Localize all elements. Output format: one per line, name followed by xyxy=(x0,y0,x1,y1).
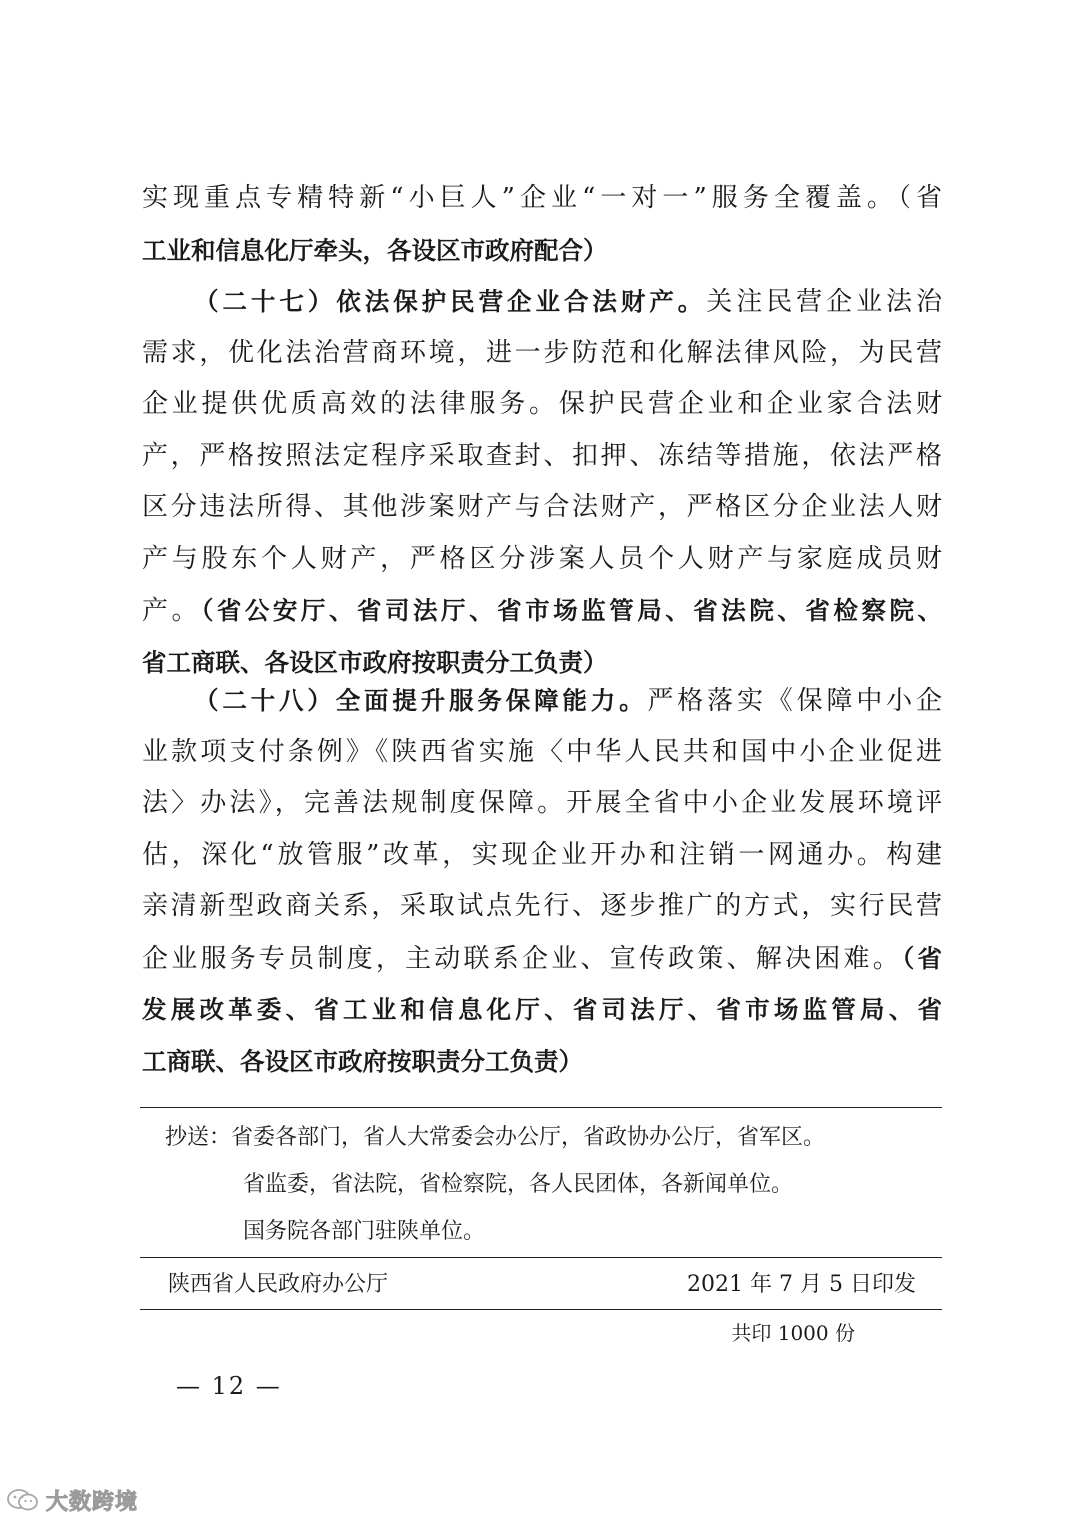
body-line: 业款项支付条例》《陕西省实施〈中华人民共和国中小企业促进 xyxy=(142,736,942,767)
section-heading-28: （二十八）全面提升服务保障能力。 xyxy=(194,686,648,715)
watermark-text: 大数跨境 xyxy=(46,1489,139,1515)
footer-middle-rule xyxy=(140,1257,942,1258)
responsibility-note: 工业和信息化厅牵头，各设区市政府配合） xyxy=(142,235,608,265)
responsibility-note: 省工商联、各设区市政府按职责分工负责） xyxy=(142,647,608,677)
section-heading-27: （二十七）依法保护民营企业合法财产。 xyxy=(194,287,707,316)
cc-line-3: 国务院各部门驻陕单位。 xyxy=(243,1219,486,1244)
body-line: 法〉办法》，完善法规制度保障。开展全省中小企业发展环境评 xyxy=(142,788,942,818)
cc-line-1: 抄送：省委各部门，省人大常委会办公厅，省政协办公厅，省军区。 xyxy=(165,1125,826,1150)
body-line: （二十八）全面提升服务保障能力。严格落实《保障中小企 xyxy=(194,686,942,716)
page-number: — 12 — xyxy=(176,1372,282,1400)
body-line: 产。（省公安厅、省司法厅、省市场监管局、省法院、省检察院、 xyxy=(142,596,942,626)
paragraph-28 xyxy=(142,675,942,1087)
paragraph-1 xyxy=(142,173,942,276)
body-line: 区分违法所得、其他涉案财产与合法财产，严格区分企业法人财 xyxy=(142,492,942,522)
body-line: 实现重点专精特新“小巨人”企业“一对一”服务全覆盖。（省 xyxy=(142,183,942,213)
issue-date: 2021 年 7 月 5 日印发 xyxy=(687,1272,916,1297)
wechat-logo-icon xyxy=(6,1488,40,1512)
footer-bottom-rule xyxy=(140,1309,942,1310)
cc-label: 抄送： xyxy=(165,1125,232,1150)
body-line: 企业提供优质高效的法律服务。保护民营企业和企业家合法财 xyxy=(142,389,942,419)
paragraph-27 xyxy=(142,276,942,688)
watermark xyxy=(6,1482,138,1518)
body-line: 估，深化“放管服”改革，实现企业开办和注销一网通办。构建 xyxy=(142,839,942,870)
body-line: 需求，优化法治营商环境，进一步防范和化解法律风险，为民营 xyxy=(142,337,942,368)
print-copies: 共印 1000 份 xyxy=(731,1321,855,1345)
body-line: （二十七）依法保护民营企业合法财产。关注民营企业法治 xyxy=(194,287,942,317)
body-line: 产与股东个人财产，严格区分涉案人员个人财产与家庭成员财 xyxy=(142,543,942,574)
responsibility-note: （省 xyxy=(902,943,942,973)
responsibility-note: 发展改革委、省工业和信息化厅、省司法厅、省市场监管局、省 xyxy=(142,995,942,1024)
body-line: 亲清新型政商关系，采取试点先行、逐步推广的方式，实行民营 xyxy=(142,891,942,921)
issuing-office: 陕西省人民政府办公厅 xyxy=(168,1272,389,1297)
footer-top-rule xyxy=(140,1107,942,1108)
body-line: 产，严格按照法定程序采取查封、扣押、冻结等措施，依法严格 xyxy=(142,440,942,471)
body-line: 企业服务专员制度，主动联系企业、宣传政策、解决困难。（省 xyxy=(142,943,942,974)
responsibility-note: 工商联、各设区市政府按职责分工负责） xyxy=(142,1046,583,1076)
responsibility-note: （省公安厅、省司法厅、省市场监管局、省法院、省检察院、 xyxy=(201,596,942,625)
cc-line-2: 省监委，省法院，省检察院，各人民团体，各新闻单位。 xyxy=(243,1172,794,1197)
